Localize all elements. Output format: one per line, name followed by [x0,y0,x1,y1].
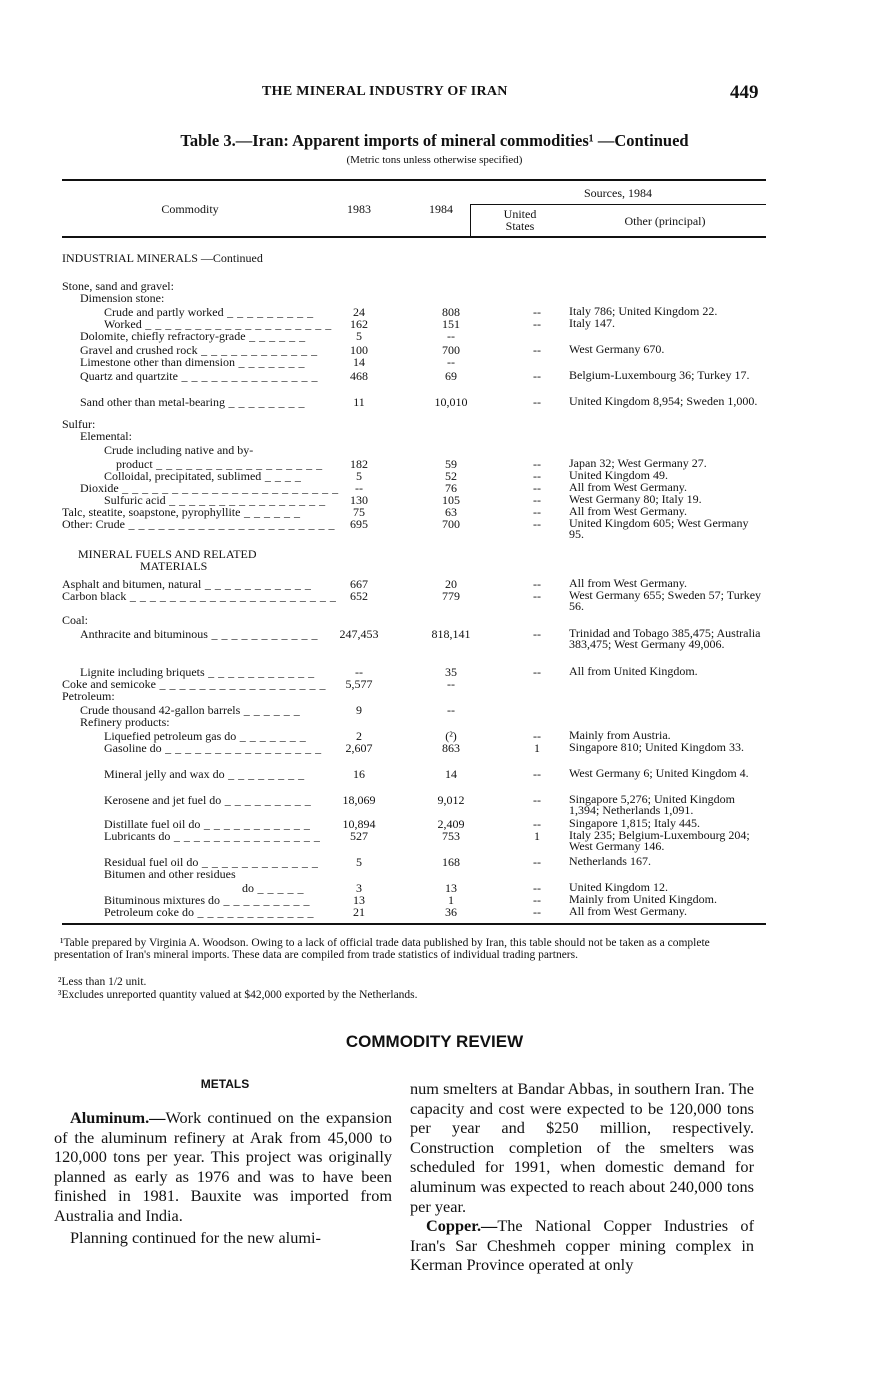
dot-leader: _ _ _ _ _ _ _ _ _ _ _ _ [193,905,314,919]
commodity-cell: Mineral jelly and wax do _ _ _ _ _ _ _ _ [104,767,305,781]
table-row [0,444,869,457]
value-1984-cell: 69 [445,369,457,383]
dot-leader: _ _ _ _ _ _ [240,703,301,717]
dot-leader: _ _ _ _ _ _ _ _ _ _ _ _ _ _ _ _ [165,493,326,507]
table-row [0,828,869,853]
value-1984-cell: 9,012 [437,793,465,807]
dot-leader: _ _ _ _ _ _ [240,505,301,519]
united-states-cell: 1 [534,829,540,843]
united-states-cell: -- [533,469,541,483]
paragraph-aluminum [54,1108,392,1226]
commodity-cell: Bituminous mixtures do _ _ _ _ _ _ _ _ _ [104,893,311,907]
other-sources-cell: Italy 235; Belgium-Luxembourg 204; West Germany 146. [569,828,750,853]
dot-leader: _ _ _ _ [261,469,302,483]
united-states-cell: -- [533,881,541,895]
dot-leader: _ _ _ _ _ _ _ _ _ _ _ _ _ _ _ _ _ _ _ _ _ [124,517,335,531]
commodity-cell: Lubricants do _ _ _ _ _ _ _ _ _ _ _ _ _ _ _ [104,829,321,843]
paragraph-planning: Planning continued for the new alumi- [70,1227,321,1247]
other-sources-cell: All from West Germany. [569,576,688,590]
value-1983-cell: 130 [350,493,368,507]
value-1984-cell: 1 [448,893,454,907]
table-row [0,252,869,265]
table-row [0,792,869,817]
value-1984-cell: -- [447,703,455,717]
value-1983-cell: 162 [350,317,368,331]
text-column-left [54,1108,392,1247]
dot-leader: _ _ _ _ _ _ _ _ _ _ _ _ [197,343,318,357]
footnote-1: ¹Table prepared by Virginia A. Woodson. Owing to a lack of official trade data published by Iran, this table should not be taken as a complete presentation of Iran's mineral imports. These data are compiled from trade statistics of individual trading partners. [54,937,710,961]
united-states-cell: -- [533,589,541,603]
other-sources-cell: Belgium-Luxembourg 36; Turkey 17. [569,368,750,382]
dot-leader: _ _ _ _ _ _ _ _ _ _ _ _ _ _ _ _ _ [152,457,323,471]
commodity-cell: Limestone other than dimension _ _ _ _ _ _ _ [80,355,305,369]
commodity-cell: INDUSTRIAL MINERALS —Continued [62,251,263,265]
united-states-cell: -- [533,481,541,495]
other-sources-cell: Italy 786; United Kingdom 22. [569,304,718,318]
aluminum-body: Work continued on the expansion of the aluminum refinery at Arak from 45,000 to 120,000 tons per year. This project was originally planned as early as 1976 and was to have been finished in 1981. Bauxite was imported from Australia and India. [54,1108,392,1225]
footnote-3: ³Excludes unreported quantity valued at $42,000 exported by the Netherlands. [58,989,418,1001]
united-states-cell: -- [533,767,541,781]
value-1983-cell: 3 [356,881,362,895]
commodity-cell: Sulfuric acid _ _ _ _ _ _ _ _ _ _ _ _ _ _ _ _ [104,493,326,507]
metals-heading: METALS [200,1077,250,1091]
table-row [0,906,869,919]
dot-leader: _ _ _ _ _ _ _ _ _ [223,305,314,319]
commodity-cell: Crude including native and by- [104,443,254,457]
commodity-cell: Colloidal, precipitated, sublimed _ _ _ _ [104,469,302,483]
other-sources-cell: West Germany 670. [569,342,665,356]
commodity-cell: Gasoline do _ _ _ _ _ _ _ _ _ _ _ _ _ _ _ _ [104,741,322,755]
united-states-cell: 1 [534,741,540,755]
value-1983-cell: 11 [353,395,365,409]
value-1984-cell: -- [447,677,455,691]
united-states-cell: -- [533,305,541,319]
table-row [0,430,869,443]
commodity-cell: Gravel and crushed rock _ _ _ _ _ _ _ _ _ _ _ _ [80,343,318,357]
dot-leader: _ _ _ _ _ _ _ _ [224,767,305,781]
commodity-cell: Crude and partly worked _ _ _ _ _ _ _ _ _ [104,305,314,319]
dot-leader: _ _ _ _ _ _ _ _ _ [220,893,311,907]
commodity-cell: Dimension stone: [80,291,165,305]
value-1983-cell: 18,069 [342,793,376,807]
footnote-2: ²Less than 1/2 unit. [58,976,147,988]
value-1983-cell: 24 [353,305,365,319]
value-1983-cell: 9 [356,703,362,717]
other-sources-cell: Japan 32; West Germany 27. [569,456,707,470]
value-1983-cell: 13 [353,893,365,907]
value-1984-cell: 105 [442,493,460,507]
commodity-cell: Petroleum: [62,689,115,703]
dot-leader: _ _ _ _ _ _ _ _ _ _ _ _ _ _ _ _ [161,741,322,755]
lead-copper: Copper.— [426,1216,498,1236]
table-row [0,690,869,703]
paragraph-copper [410,1216,754,1275]
value-1984-cell: 35 [445,665,457,679]
commodity-cell: Lignite including briquets _ _ _ _ _ _ _ _ _ _ _ [80,665,315,679]
value-1983-cell: 5 [356,329,362,343]
commodity-review-heading: COMMODITY REVIEW [345,1032,524,1051]
united-states-cell: -- [533,457,541,471]
dot-leader: _ _ _ _ _ _ _ _ _ _ _ _ _ _ _ [170,829,321,843]
commodity-cell: Residual fuel oil do _ _ _ _ _ _ _ _ _ _ _ _ [104,855,319,869]
united-states-cell: -- [533,493,541,507]
dot-leader: _ _ _ _ _ _ _ _ _ _ _ _ _ _ _ _ _ _ _ _ _ [126,589,337,603]
us-column-divider [470,204,471,236]
united-states-cell: -- [533,395,541,409]
column-header-1984: 1984 [429,202,453,216]
dot-leader: _ _ _ _ _ _ _ [236,729,307,743]
commodity-cell: Stone, sand and gravel: [62,279,174,293]
commodity-cell: Refinery products: [80,715,170,729]
other-sources-cell: Italy 147. [569,316,615,330]
value-1983-cell: 667 [350,577,368,591]
commodity-cell: Petroleum coke do _ _ _ _ _ _ _ _ _ _ _ _ [104,905,314,919]
value-1984-cell: 863 [442,741,460,755]
table-row [0,626,869,651]
commodity-cell: Dolomite, chiefly refractory-grade _ _ _ _ _ _ [80,329,306,343]
united-states-cell: -- [533,793,541,807]
value-1984-cell: 63 [445,505,457,519]
other-sources-cell: All from West Germany. [569,480,688,494]
commodity-cell: Sulfur: [62,417,96,431]
table-row [0,868,869,881]
dot-leader: _ _ _ _ _ _ _ _ _ _ _ [204,665,315,679]
dot-leader: _ _ _ _ _ _ _ _ _ _ _ _ _ _ _ _ _ _ _ _ _ _ [118,481,339,495]
other-sources-cell: All from United Kingdom. [569,664,698,678]
value-1984-cell: 14 [445,767,457,781]
value-1983-cell: -- [355,481,363,495]
other-sources-cell: West Germany 6; United Kingdom 4. [569,766,749,780]
united-states-cell: -- [533,905,541,919]
other-sources-cell: United Kingdom 12. [569,880,668,894]
value-1983-cell: 2,607 [345,741,373,755]
column-header-other-principal: Other (principal) [624,214,706,228]
other-sources-cell: All from West Germany. [569,904,688,918]
dot-leader: _ _ _ _ _ _ _ _ _ _ _ [207,627,318,641]
commodity-cell: Talc, steatite, soapstone, pyrophyllite _ _ _ _ _ _ [62,505,301,519]
commodity-cell: Other: Crude _ _ _ _ _ _ _ _ _ _ _ _ _ _ _ _ _ _ _ _ _ [62,517,335,531]
text-column-right [410,1079,754,1275]
value-1983-cell: 695 [350,517,368,531]
column-header-sources: Sources, 1984 [584,186,652,200]
commodity-cell: Asphalt and bitumen, natural _ _ _ _ _ _ _ _ _ _ _ [62,577,312,591]
other-sources-cell: United Kingdom 605; West Germany 95. [569,516,749,541]
dot-leader: _ _ _ _ _ _ _ _ _ _ _ _ [198,855,319,869]
dot-leader: _ _ _ _ _ _ _ _ _ _ _ [201,577,312,591]
column-header-commodity: Commodity [161,202,219,216]
united-states-cell: -- [533,817,541,831]
united-states-cell: -- [533,893,541,907]
table-row [0,742,869,755]
commodity-cell: Anthracite and bituminous _ _ _ _ _ _ _ _ _ _ _ [80,627,318,641]
value-1983-cell: 5 [356,855,362,869]
other-sources-cell: Mainly from Austria. [569,728,671,742]
value-1983-cell: 5 [356,469,362,483]
value-1983-cell: 21 [353,905,365,919]
value-1983-cell: 5,577 [345,677,373,691]
page-number: 449 [730,82,759,103]
value-1983-cell: 468 [350,369,368,383]
table-bottom-rule [62,923,766,925]
commodity-cell: Liquefied petroleum gas do _ _ _ _ _ _ _ [104,729,307,743]
paragraph-smelters: num smelters at Bandar Abbas, in southern Iran. The capacity and cost were expected to be 120,000 tons per year and $250 million, respectively. Construction completion of the smelters was scheduled for 1991, when domestic demand for aluminum was expected to reach about 240,000 tons per year. [410,1079,754,1216]
united-states-cell: -- [533,729,541,743]
commodity-cell: MATERIALS [140,559,208,573]
running-title: THE MINERAL INDUSTRY OF IRAN [262,84,508,99]
value-1984-cell: 168 [442,855,460,869]
commodity-cell: do _ _ _ _ _ [242,881,304,895]
value-1983-cell: 247,453 [339,627,379,641]
table-row [0,588,869,613]
table-row [0,560,869,573]
value-1984-cell: 36 [445,905,457,919]
table-row [0,716,869,729]
commodity-cell: Dioxide _ _ _ _ _ _ _ _ _ _ _ _ _ _ _ _ _ _ _ _ _ _ [80,481,339,495]
value-1984-cell: -- [447,329,455,343]
value-1984-cell: 2,409 [437,817,465,831]
dot-leader: _ _ _ _ _ _ _ _ [224,395,305,409]
value-1984-cell: 76 [445,481,457,495]
value-1983-cell: 14 [353,355,365,369]
dot-leader: _ _ _ _ _ _ _ _ _ _ _ _ _ _ _ _ _ _ _ [141,317,332,331]
value-1984-cell: (²) [445,729,457,743]
other-sources-cell: Singapore 1,815; Italy 445. [569,816,700,830]
table-row [0,396,869,409]
value-1984-cell: 818,141 [431,627,471,641]
commodity-cell: MINERAL FUELS AND RELATED [78,547,257,561]
value-1984-cell: -- [447,355,455,369]
value-1983-cell: 100 [350,343,368,357]
commodity-cell: Kerosene and jet fuel do _ _ _ _ _ _ _ _ _ [104,793,312,807]
dot-leader: _ _ _ _ _ [254,881,304,895]
other-sources-cell: Netherlands 167. [569,854,651,868]
other-sources-cell: West Germany 80; Italy 19. [569,492,702,506]
value-1984-cell: 52 [445,469,457,483]
column-header-1983: 1983 [347,202,371,216]
other-sources-cell: Singapore 5,276; United Kingdom 1,394; Netherlands 1,091. [569,792,735,817]
value-1983-cell: 75 [353,505,365,519]
other-sources-cell: West Germany 655; Sweden 57; Turkey 56. [569,588,762,613]
value-1984-cell: 10,010 [434,395,468,409]
commodity-cell: Carbon black _ _ _ _ _ _ _ _ _ _ _ _ _ _ _ _ _ _ _ _ _ [62,589,337,603]
value-1983-cell: 527 [350,829,368,843]
value-1983-cell: -- [355,665,363,679]
commodity-cell: Distillate fuel oil do _ _ _ _ _ _ _ _ _ _ _ [104,817,311,831]
united-states-cell: -- [533,343,541,357]
copper-body: The National Copper Industries of Iran's Sar Cheshmeh copper mining complex in Kerman Province operated at only [410,1216,754,1275]
value-1983-cell: 2 [356,729,362,743]
other-sources-cell: All from West Germany. [569,504,688,518]
value-1984-cell: 13 [445,881,457,895]
united-states-cell: -- [533,505,541,519]
commodity-cell: Sand other than metal-bearing _ _ _ _ _ _ _ _ [80,395,305,409]
table-subtitle: (Metric tons unless otherwise specified) [346,154,523,166]
table-row [0,330,869,343]
commodity-cell: Bitumen and other residues [104,867,236,881]
dot-leader: _ _ _ _ _ _ _ _ _ _ _ _ _ _ _ _ _ [155,677,326,691]
value-1983-cell: 652 [350,589,368,603]
value-1984-cell: 59 [445,457,457,471]
table-title: Table 3.—Iran: Apparent imports of mineral commodities¹ —Continued [180,131,689,150]
commodity-cell: Quartz and quartzite _ _ _ _ _ _ _ _ _ _ _ _ _ _ [80,369,318,383]
united-states-cell: -- [533,577,541,591]
table-header-rule [62,236,766,238]
commodity-cell: Coke and semicoke _ _ _ _ _ _ _ _ _ _ _ _ _ _ _ _ _ [62,677,326,691]
table-row [0,370,869,383]
value-1983-cell: 10,894 [342,817,376,831]
other-sources-cell: Singapore 810; United Kingdom 33. [569,740,744,754]
value-1984-cell: 753 [442,829,460,843]
table-top-rule [62,179,766,181]
dot-leader: _ _ _ _ _ _ _ [234,355,305,369]
sources-rule [470,204,766,205]
value-1984-cell: 20 [445,577,457,591]
united-states-cell: -- [533,517,541,531]
united-states-cell: -- [533,855,541,869]
table-row [0,516,869,541]
lead-aluminum: Aluminum.— [70,1108,166,1127]
value-1983-cell: 182 [350,457,368,471]
value-1984-cell: 808 [442,305,460,319]
commodity-cell: Worked _ _ _ _ _ _ _ _ _ _ _ _ _ _ _ _ _ _ _ [104,317,332,331]
other-sources-cell: Mainly from United Kingdom. [569,892,717,906]
value-1983-cell: 16 [353,767,365,781]
commodity-cell: Elemental: [80,429,132,443]
table-row [0,292,869,305]
column-header-united-states: United States [503,207,537,233]
value-1984-cell: 151 [442,317,460,331]
united-states-cell: -- [533,317,541,331]
value-1984-cell: 779 [442,589,460,603]
dot-leader: _ _ _ _ _ _ _ _ _ [221,793,312,807]
other-sources-cell: United Kingdom 8,954; Sweden 1,000. [569,394,758,408]
other-sources-cell: Trinidad and Tobago 385,475; Australia 383,475; West Germany 49,006. [569,626,761,651]
dot-leader: _ _ _ _ _ _ _ _ _ _ _ _ _ _ [177,369,318,383]
dot-leader: _ _ _ _ _ _ [245,329,306,343]
united-states-cell: -- [533,369,541,383]
table-row [0,768,869,781]
commodity-cell: product _ _ _ _ _ _ _ _ _ _ _ _ _ _ _ _ _ [116,457,323,471]
value-1984-cell: 700 [442,343,460,357]
value-1984-cell: 700 [442,517,460,531]
united-states-cell: -- [533,665,541,679]
united-states-cell: -- [533,627,541,641]
dot-leader: _ _ _ _ _ _ _ _ _ _ _ [200,817,311,831]
commodity-cell: Coal: [62,613,88,627]
other-sources-cell: United Kingdom 49. [569,468,668,482]
commodity-cell: Crude thousand 42-gallon barrels _ _ _ _ _ _ [80,703,301,717]
